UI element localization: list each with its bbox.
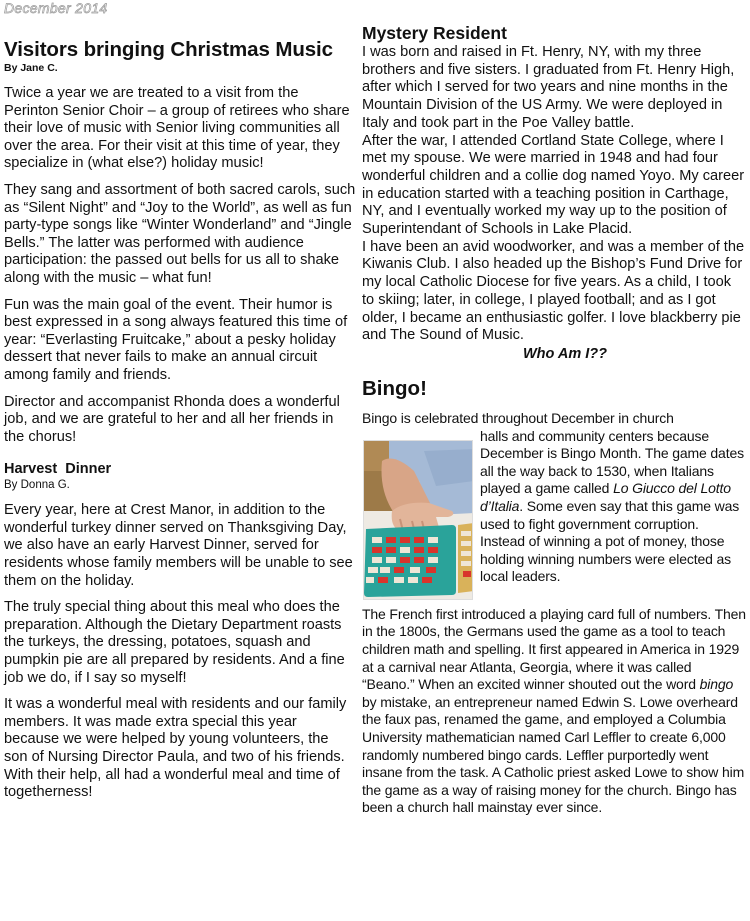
paragraph: They sang and assortment of both sacred carols, such as “Silent Night” and “Joy to the World”, as well as fun party-type songs like “Winter Wonderland” and “Jingle Bells.” The latter was performed with audience participation: the passed out bells for us all to shake along with the music – what fun! [4,181,356,286]
text-span: by mistake, an entrepreneur named Edwin S. Lowe overheard the faux pas, renamed the game, and employed a Columbia University mathematician named Carl Leffler to create 6,000 randomly numbered bingo cards. Leffler purportedly went insane from the task. A Catholic priest asked Lowe to show him the game as a way of raising money for the church. Bingo has been a church hall mainstay ever since. [362,693,745,816]
bingo-card-photo [363,440,473,600]
right-column [362,22,746,817]
article-title: Mystery Resident [362,23,507,43]
mystery-resident-article [362,22,746,363]
article-title: Bingo! [362,376,427,400]
paragraph: Director and accompanist Rhonda does a wonderful job, and we are grateful to her and all her friends in the chorus! [4,393,340,445]
article-title: Harvest Dinner [4,461,112,478]
bingo-article [362,377,746,817]
paragraph [362,606,746,817]
who-am-i-closing: Who Am I?? [522,345,608,362]
left-column [4,38,356,802]
italic-game-name: Lo Giucco del Lotto d’Italia [480,480,731,514]
visitors-article [4,38,356,446]
paragraph: I was born and raised in Ft. Henry, NY, with my three brothers and five sisters. I graduated from Ft. Henry High, after which I served for two years and nine months in the Mountain Division of the US Army. We were deployed in Italy and took part in the Poe Valley battle. [362,44,735,131]
paragraph: After the war, I attended Cortland State College, where I met my spouse. We were married in 1948 and had four wonderful children and a collie dog named Yoyo. My career in education started with a teaching position in Carthage, NY, and I eventually worked my way up to the position of Superintendant of Schools in Lake Placid. [362,132,745,238]
paragraph: Fun was the main goal of the event. Their humor is best expressed in a song always featured this time of year: “Everlasting Fruitcake,” about a pesky holiday dessert that never fails to make an annual circuit among family and friends. [4,296,348,383]
paragraph: The truly special thing about this meal who does the preparation. Although the Dietary Department roasts the turkeys, the dressing, potatoes, squash and pumpkin pie are all prepared by residents. And a fine job we do, if I say so myself! [4,599,345,686]
article-title: Visitors bringing Christmas Music [4,38,333,61]
article-byline: By Donna G. [4,479,70,492]
text-span: . Some even say that this game was used to fight government corruption. Instead of winning a pot of money, those holding winning numbers were elected as local leaders. [480,497,740,585]
article-byline: By Jane C. [4,62,58,74]
paragraph: It was a wonderful meal with residents and our family members. It was made extra special this year because we were helped by young volunteers, the son of Nursing Director Paula, and two of his friends. With their help, all had a wonderful meal and time of togetherness! [4,696,347,801]
paragraph: Every year, here at Crest Manor, in addition to the wonderful turkey dinner served on Thanksgiving Day, we also have an early Harvest Dinner, served for residents whose family members will be unable to see them on the holiday. [4,502,353,589]
bingo-photo-icon [364,441,473,600]
paragraph: I have been an avid woodworker, and was a member of the Kiwanis Club. I also headed up the Bishop’s Fund Drive for my local Catholic Diocese for five years. As a child, I took to skiing; later, in college, I played football; and as I got older, I became an enthusiastic golfer. I love blackberry pie and The Sound of Music. [362,238,745,344]
italic-word-bingo: bingo [699,676,734,693]
masthead-date: December 2014 [4,0,108,16]
text-span: The French first introduced a playing card full of numbers. Then in the 1800s, the Germans used the game as a tool to teach children math and spelling. It first appeared in America in 1929 at a carnival near Atlanta, Georgia, where it was called “Beano.” When an excited winner shouted out the word [362,605,746,693]
paragraph: Bingo is celebrated throughout December in church [362,409,674,426]
paragraph: Twice a year we are treated to a visit from the Perinton Senior Choir – a group of retirees who share their love of music with Senior living communities all over the area. For their visit at this time of year, they specialize in (what else?) holiday music! [4,85,350,172]
harvest-article [4,460,356,802]
text-span: halls and community centers because December is Bingo Month. The game dates all the way back to 1530, when Italians played a game called [480,427,744,497]
